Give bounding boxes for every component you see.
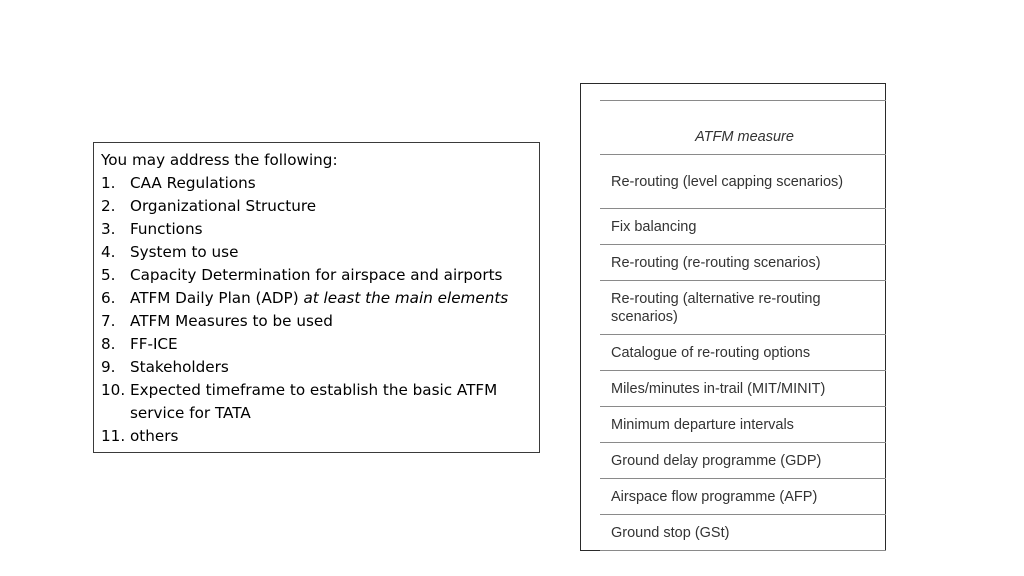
list-item-text-wrap — [130, 287, 532, 310]
table-header-row — [600, 101, 886, 155]
atfm-measure-table — [600, 100, 886, 551]
table-header-cell: ATFM measure — [695, 128, 794, 145]
list-item-number: 9. — [101, 358, 116, 376]
list-item — [101, 425, 532, 448]
list-item-number: 1. — [101, 174, 116, 192]
table-row — [600, 335, 886, 371]
table-cell: Fix balancing — [611, 218, 697, 235]
list-item-text: CAA Regulations — [130, 174, 256, 192]
table-cell: Minimum departure intervals — [611, 416, 794, 433]
list-item — [101, 241, 532, 264]
list-item — [101, 264, 532, 287]
atfm-measure-table-image — [580, 83, 886, 551]
table-row — [600, 407, 886, 443]
topics-box — [93, 142, 540, 453]
list-item-text: Capacity Determination for airspace and airports — [130, 266, 503, 284]
list-item-number: 11. — [101, 427, 126, 445]
table-row — [600, 515, 886, 551]
list-item-number: 10. — [101, 381, 126, 399]
list-item-text: Functions — [130, 220, 203, 238]
table-row — [600, 281, 886, 335]
topics-intro: You may address the following: — [101, 151, 338, 169]
list-item-number: 5. — [101, 266, 116, 284]
list-item-text: others — [130, 427, 179, 445]
table-row — [600, 443, 886, 479]
table-cell: Miles/minutes in-trail (MIT/MINIT) — [611, 380, 826, 397]
list-item — [101, 172, 532, 195]
table-cell: Airspace flow programme (AFP) — [611, 488, 818, 505]
table-cell: Re-routing (re-routing scenarios) — [611, 254, 821, 271]
list-item — [101, 379, 532, 425]
list-item-text: Expected timeframe to establish the basic ATFM service for TATA — [130, 381, 498, 422]
topics-list — [101, 172, 532, 448]
table-row — [600, 371, 886, 407]
list-item-text: Stakeholders — [130, 358, 229, 376]
list-item — [101, 218, 532, 241]
list-item — [101, 287, 532, 310]
table-row — [600, 479, 886, 515]
table-cell: Catalogue of re-routing options — [611, 344, 811, 361]
table-row — [600, 209, 886, 245]
list-item-number: 8. — [101, 335, 116, 353]
list-item — [101, 310, 532, 333]
list-item-number: 3. — [101, 220, 116, 238]
table-cell: Re-routing (alternative re-routing scenarios) — [611, 290, 821, 325]
table-cell: Ground stop (GSt) — [611, 524, 730, 541]
list-item-text: ATFM Measures to be used — [130, 312, 333, 330]
list-item — [101, 333, 532, 356]
table-row — [600, 155, 886, 209]
table-row — [600, 245, 886, 281]
list-item-number: 7. — [101, 312, 116, 330]
list-item-text: Organizational Structure — [130, 197, 317, 215]
table-cell: Ground delay programme (GDP) — [611, 452, 822, 469]
list-item-number: 6. — [101, 289, 116, 307]
list-item — [101, 195, 532, 218]
list-item-emphasis: at least the main elements — [303, 289, 509, 307]
list-item-number: 2. — [101, 197, 116, 215]
list-item — [101, 356, 532, 379]
list-item-number: 4. — [101, 243, 116, 261]
list-item-text: FF-ICE — [130, 335, 178, 353]
list-item-text: ATFM Daily Plan (ADP) — [130, 289, 304, 307]
list-item-text: System to use — [130, 243, 239, 261]
table-cell: Re-routing (level capping scenarios) — [611, 173, 844, 190]
